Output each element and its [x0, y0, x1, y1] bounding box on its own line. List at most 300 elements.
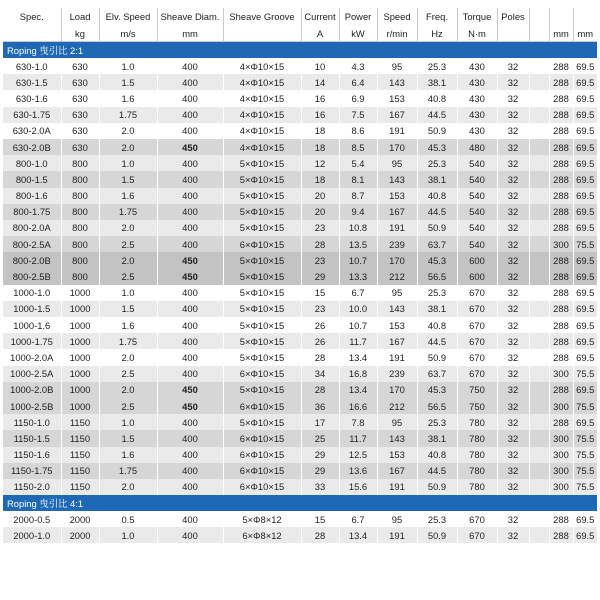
poles-cell: 32: [497, 479, 529, 495]
load-cell: 800: [61, 268, 99, 284]
spec-cell: 800-1.0: [3, 155, 61, 171]
elevator-speed-cell: 2.0: [99, 220, 157, 236]
current-cell: 28: [301, 236, 339, 252]
spec-cell: 1000-1.75: [3, 333, 61, 349]
spec-cell: 1150-2.0: [3, 479, 61, 495]
poles-cell: 32: [497, 252, 529, 268]
dimension-a-cell: 288: [549, 58, 573, 74]
current-cell: 20: [301, 188, 339, 204]
elevator-speed-cell: 2.5: [99, 366, 157, 382]
table-row: [3, 268, 597, 284]
current-cell: 34: [301, 366, 339, 382]
frequency-cell: 44.5: [417, 463, 457, 479]
spec-cell: 630-1.6: [3, 90, 61, 106]
elevator-speed-cell: 1.75: [99, 333, 157, 349]
column-unit: Hz: [417, 25, 457, 42]
sheave-groove-cell: 5×Φ10×15: [223, 317, 301, 333]
frequency-cell: 40.8: [417, 90, 457, 106]
torque-cell: 540: [457, 171, 497, 187]
table-row: [3, 349, 597, 365]
sheave-diameter-cell: 400: [157, 285, 223, 301]
dimension-b-cell: 75.5: [573, 430, 597, 446]
poles-cell: 32: [497, 123, 529, 139]
frequency-cell: 63.7: [417, 366, 457, 382]
frequency-cell: 45.3: [417, 139, 457, 155]
frequency-cell: 40.8: [417, 188, 457, 204]
power-cell: 8.1: [339, 171, 377, 187]
frequency-cell: 50.9: [417, 479, 457, 495]
sheave-diameter-cell: 400: [157, 527, 223, 543]
speed-cell: 143: [377, 171, 417, 187]
sheave-groove-cell: 6×Φ10×15: [223, 479, 301, 495]
dimension-b-cell: 69.5: [573, 511, 597, 527]
elevator-speed-cell: 2.0: [99, 382, 157, 398]
poles-cell: 32: [497, 382, 529, 398]
table-row: [3, 398, 597, 414]
poles-cell: 32: [497, 511, 529, 527]
torque-cell: 780: [457, 463, 497, 479]
dimension-a-cell: 288: [549, 188, 573, 204]
spec-cell: 1000-2.5B: [3, 398, 61, 414]
elevator-speed-cell: 0.5: [99, 511, 157, 527]
poles-cell: 32: [497, 171, 529, 187]
frequency-cell: 45.3: [417, 382, 457, 398]
column-unit: [3, 25, 61, 42]
column-header: Current: [301, 8, 339, 25]
dimension-a-cell: 288: [549, 204, 573, 220]
speed-cell: 95: [377, 58, 417, 74]
speed-cell: 153: [377, 90, 417, 106]
blank-cell: [529, 511, 549, 527]
blank-cell: [529, 236, 549, 252]
load-cell: 800: [61, 236, 99, 252]
current-cell: 33: [301, 479, 339, 495]
table-row: [3, 317, 597, 333]
sheave-diameter-cell: 450: [157, 268, 223, 284]
column-header: Torque: [457, 8, 497, 25]
speed-cell: 170: [377, 382, 417, 398]
frequency-cell: 56.5: [417, 398, 457, 414]
elevator-speed-cell: 2.0: [99, 123, 157, 139]
load-cell: 630: [61, 107, 99, 123]
sheave-diameter-cell: 400: [157, 463, 223, 479]
spec-cell: 1150-1.0: [3, 414, 61, 430]
power-cell: 8.5: [339, 139, 377, 155]
frequency-cell: 63.7: [417, 236, 457, 252]
torque-cell: 670: [457, 333, 497, 349]
column-unit: m/s: [99, 25, 157, 42]
speed-cell: 191: [377, 220, 417, 236]
table-row: [3, 252, 597, 268]
dimension-b-cell: 75.5: [573, 236, 597, 252]
load-cell: 630: [61, 90, 99, 106]
torque-cell: 670: [457, 317, 497, 333]
sheave-groove-cell: 4×Φ10×15: [223, 90, 301, 106]
blank-cell: [529, 366, 549, 382]
dimension-a-cell: 288: [549, 155, 573, 171]
spec-cell: 630-2.0B: [3, 139, 61, 155]
speed-cell: 153: [377, 447, 417, 463]
blank-cell: [529, 430, 549, 446]
frequency-cell: 50.9: [417, 123, 457, 139]
torque-cell: 670: [457, 301, 497, 317]
dimension-b-cell: 75.5: [573, 479, 597, 495]
dimension-a-cell: 300: [549, 463, 573, 479]
sheave-diameter-cell: 400: [157, 155, 223, 171]
spec-cell: 630-1.5: [3, 74, 61, 90]
poles-cell: 32: [497, 430, 529, 446]
blank-cell: [529, 220, 549, 236]
blank-cell: [529, 204, 549, 220]
sheave-groove-cell: 5×Φ10×15: [223, 252, 301, 268]
elevator-speed-cell: 1.0: [99, 285, 157, 301]
spec-cell: 630-1.0: [3, 58, 61, 74]
spec-cell: 1000-1.5: [3, 301, 61, 317]
power-cell: 13.6: [339, 463, 377, 479]
power-cell: 16.6: [339, 398, 377, 414]
current-cell: 26: [301, 317, 339, 333]
column-header: Freq.: [417, 8, 457, 25]
torque-cell: 670: [457, 511, 497, 527]
elevator-speed-cell: 1.6: [99, 317, 157, 333]
spec-cell: 1000-1.0: [3, 285, 61, 301]
blank-cell: [529, 268, 549, 284]
speed-cell: 239: [377, 366, 417, 382]
sheave-groove-cell: 6×Φ10×15: [223, 430, 301, 446]
torque-cell: 600: [457, 252, 497, 268]
poles-cell: 32: [497, 58, 529, 74]
dimension-b-cell: 69.5: [573, 220, 597, 236]
power-cell: 6.7: [339, 285, 377, 301]
torque-cell: 600: [457, 268, 497, 284]
load-cell: 630: [61, 123, 99, 139]
speed-cell: 167: [377, 107, 417, 123]
spec-cell: 1000-2.0B: [3, 382, 61, 398]
column-header: [573, 8, 597, 25]
table-body: [3, 42, 597, 544]
poles-cell: 32: [497, 414, 529, 430]
header-row-labels: [3, 8, 597, 25]
table-row: [3, 447, 597, 463]
dimension-b-cell: 75.5: [573, 398, 597, 414]
poles-cell: 32: [497, 527, 529, 543]
current-cell: 18: [301, 139, 339, 155]
load-cell: 630: [61, 58, 99, 74]
speed-cell: 153: [377, 317, 417, 333]
torque-cell: 780: [457, 414, 497, 430]
load-cell: 1150: [61, 463, 99, 479]
table-row: [3, 382, 597, 398]
sheave-groove-cell: 5×Φ10×15: [223, 333, 301, 349]
dimension-b-cell: 69.5: [573, 155, 597, 171]
table-row: [3, 285, 597, 301]
blank-cell: [529, 527, 549, 543]
elevator-speed-cell: 1.5: [99, 74, 157, 90]
speed-cell: 95: [377, 155, 417, 171]
table-row: [3, 107, 597, 123]
poles-cell: 32: [497, 317, 529, 333]
dimension-a-cell: 288: [549, 382, 573, 398]
table-row: [3, 511, 597, 527]
dimension-b-cell: 69.5: [573, 414, 597, 430]
current-cell: 18: [301, 123, 339, 139]
blank-cell: [529, 171, 549, 187]
power-cell: 10.8: [339, 220, 377, 236]
power-cell: 7.8: [339, 414, 377, 430]
power-cell: 8.6: [339, 123, 377, 139]
column-unit: [529, 25, 549, 42]
blank-cell: [529, 139, 549, 155]
dimension-a-cell: 288: [549, 301, 573, 317]
sheave-groove-cell: 5×Φ10×15: [223, 171, 301, 187]
torque-cell: 540: [457, 204, 497, 220]
column-header: Sheave Groove: [223, 8, 301, 25]
blank-cell: [529, 398, 549, 414]
spec-cell: 1150-1.5: [3, 430, 61, 446]
sheave-diameter-cell: 450: [157, 139, 223, 155]
current-cell: 29: [301, 447, 339, 463]
elevator-speed-cell: 2.0: [99, 252, 157, 268]
dimension-a-cell: 288: [549, 74, 573, 90]
spec-cell: 1150-1.6: [3, 447, 61, 463]
load-cell: 1000: [61, 285, 99, 301]
load-cell: 800: [61, 155, 99, 171]
power-cell: 13.3: [339, 268, 377, 284]
power-cell: 6.4: [339, 74, 377, 90]
sheave-groove-cell: 5×Φ10×15: [223, 268, 301, 284]
torque-cell: 670: [457, 285, 497, 301]
sheave-diameter-cell: 400: [157, 414, 223, 430]
blank-cell: [529, 155, 549, 171]
frequency-cell: 38.1: [417, 430, 457, 446]
poles-cell: 32: [497, 447, 529, 463]
torque-cell: 780: [457, 430, 497, 446]
power-cell: 4.3: [339, 58, 377, 74]
blank-cell: [529, 349, 549, 365]
spec-cell: 800-2.5A: [3, 236, 61, 252]
section-header-row: [3, 495, 597, 511]
table-row: [3, 90, 597, 106]
speed-cell: 167: [377, 204, 417, 220]
sheave-groove-cell: 5×Φ8×12: [223, 511, 301, 527]
column-unit: N·m: [457, 25, 497, 42]
sheave-groove-cell: 5×Φ10×15: [223, 155, 301, 171]
frequency-cell: 38.1: [417, 301, 457, 317]
spec-cell: 800-2.0B: [3, 252, 61, 268]
table-row: [3, 188, 597, 204]
frequency-cell: 25.3: [417, 58, 457, 74]
current-cell: 36: [301, 398, 339, 414]
sheave-diameter-cell: 400: [157, 220, 223, 236]
poles-cell: 32: [497, 236, 529, 252]
sheave-diameter-cell: 400: [157, 479, 223, 495]
load-cell: 800: [61, 220, 99, 236]
column-header: Elv. Speed: [99, 8, 157, 25]
speed-cell: 167: [377, 333, 417, 349]
dimension-b-cell: 69.5: [573, 317, 597, 333]
table-row: [3, 527, 597, 543]
sheave-diameter-cell: 450: [157, 382, 223, 398]
speed-cell: 212: [377, 268, 417, 284]
sheave-diameter-cell: 450: [157, 398, 223, 414]
frequency-cell: 40.8: [417, 317, 457, 333]
elevator-speed-cell: 2.5: [99, 268, 157, 284]
current-cell: 15: [301, 511, 339, 527]
poles-cell: 32: [497, 366, 529, 382]
sheave-diameter-cell: 400: [157, 430, 223, 446]
dimension-b-cell: 69.5: [573, 268, 597, 284]
frequency-cell: 44.5: [417, 107, 457, 123]
sheave-groove-cell: 5×Φ10×15: [223, 349, 301, 365]
elevator-speed-cell: 1.5: [99, 171, 157, 187]
column-unit: kg: [61, 25, 99, 42]
sheave-diameter-cell: 400: [157, 74, 223, 90]
column-header: Poles: [497, 8, 529, 25]
load-cell: 1150: [61, 447, 99, 463]
torque-cell: 540: [457, 236, 497, 252]
sheave-diameter-cell: 400: [157, 107, 223, 123]
dimension-a-cell: 288: [549, 317, 573, 333]
spec-cell: 800-2.5B: [3, 268, 61, 284]
frequency-cell: 25.3: [417, 155, 457, 171]
sheave-groove-cell: 4×Φ10×15: [223, 58, 301, 74]
power-cell: 11.7: [339, 430, 377, 446]
frequency-cell: 50.9: [417, 349, 457, 365]
column-header: Spec.: [3, 8, 61, 25]
spec-cell: 630-2.0A: [3, 123, 61, 139]
blank-cell: [529, 479, 549, 495]
torque-cell: 430: [457, 107, 497, 123]
sheave-groove-cell: 6×Φ8×12: [223, 527, 301, 543]
torque-cell: 750: [457, 398, 497, 414]
dimension-b-cell: 69.5: [573, 90, 597, 106]
column-header: Sheave Diam.: [157, 8, 223, 25]
poles-cell: 32: [497, 204, 529, 220]
current-cell: 18: [301, 171, 339, 187]
load-cell: 1000: [61, 349, 99, 365]
dimension-b-cell: 75.5: [573, 447, 597, 463]
elevator-speed-cell: 1.0: [99, 414, 157, 430]
dimension-a-cell: 288: [549, 139, 573, 155]
header-row-units: [3, 25, 597, 42]
table-row: [3, 479, 597, 495]
dimension-b-cell: 69.5: [573, 204, 597, 220]
load-cell: 1000: [61, 398, 99, 414]
load-cell: 2000: [61, 527, 99, 543]
column-unit: mm: [157, 25, 223, 42]
current-cell: 12: [301, 155, 339, 171]
spec-cell: 1000-2.0A: [3, 349, 61, 365]
table-row: [3, 155, 597, 171]
torque-cell: 670: [457, 527, 497, 543]
load-cell: 1000: [61, 382, 99, 398]
speed-cell: 170: [377, 139, 417, 155]
sheave-diameter-cell: 400: [157, 333, 223, 349]
speed-cell: 167: [377, 463, 417, 479]
elevator-speed-cell: 2.0: [99, 139, 157, 155]
sheave-diameter-cell: 400: [157, 58, 223, 74]
power-cell: 10.7: [339, 317, 377, 333]
sheave-groove-cell: 6×Φ10×15: [223, 398, 301, 414]
speed-cell: 95: [377, 414, 417, 430]
poles-cell: 32: [497, 139, 529, 155]
torque-cell: 780: [457, 447, 497, 463]
elevator-speed-cell: 1.6: [99, 90, 157, 106]
sheave-groove-cell: 6×Φ10×15: [223, 366, 301, 382]
poles-cell: 32: [497, 90, 529, 106]
frequency-cell: 44.5: [417, 333, 457, 349]
load-cell: 800: [61, 171, 99, 187]
blank-cell: [529, 333, 549, 349]
load-cell: 1150: [61, 430, 99, 446]
dimension-b-cell: 69.5: [573, 349, 597, 365]
column-header: [529, 8, 549, 25]
dimension-b-cell: 69.5: [573, 107, 597, 123]
sheave-diameter-cell: 400: [157, 204, 223, 220]
column-unit: mm: [549, 25, 573, 42]
section-title: Roping 曳引比 4:1: [3, 495, 597, 511]
torque-cell: 540: [457, 220, 497, 236]
spec-cell: 1150-1.75: [3, 463, 61, 479]
power-cell: 13.4: [339, 527, 377, 543]
frequency-cell: 25.3: [417, 511, 457, 527]
current-cell: 26: [301, 333, 339, 349]
elevator-speed-cell: 1.75: [99, 204, 157, 220]
elevator-speed-cell: 1.5: [99, 301, 157, 317]
torque-cell: 670: [457, 366, 497, 382]
poles-cell: 32: [497, 398, 529, 414]
current-cell: 17: [301, 414, 339, 430]
spec-cell: 2000-0.5: [3, 511, 61, 527]
table-row: [3, 123, 597, 139]
speed-cell: 191: [377, 349, 417, 365]
column-header: Load: [61, 8, 99, 25]
elevator-speed-cell: 1.0: [99, 155, 157, 171]
sheave-diameter-cell: 450: [157, 252, 223, 268]
spec-cell: 800-1.5: [3, 171, 61, 187]
blank-cell: [529, 90, 549, 106]
current-cell: 23: [301, 220, 339, 236]
torque-cell: 430: [457, 74, 497, 90]
elevator-speed-cell: 2.0: [99, 349, 157, 365]
sheave-diameter-cell: 400: [157, 349, 223, 365]
current-cell: 16: [301, 90, 339, 106]
frequency-cell: 40.8: [417, 447, 457, 463]
poles-cell: 32: [497, 268, 529, 284]
current-cell: 10: [301, 58, 339, 74]
load-cell: 2000: [61, 511, 99, 527]
power-cell: 6.9: [339, 90, 377, 106]
speed-cell: 239: [377, 236, 417, 252]
load-cell: 800: [61, 204, 99, 220]
power-cell: 9.4: [339, 204, 377, 220]
sheave-diameter-cell: 400: [157, 366, 223, 382]
dimension-b-cell: 69.5: [573, 252, 597, 268]
speed-cell: 212: [377, 398, 417, 414]
column-unit: [223, 25, 301, 42]
spec-cell: 1000-2.5A: [3, 366, 61, 382]
speed-cell: 143: [377, 430, 417, 446]
frequency-cell: 50.9: [417, 527, 457, 543]
power-cell: 10.7: [339, 252, 377, 268]
poles-cell: 32: [497, 107, 529, 123]
current-cell: 16: [301, 107, 339, 123]
dimension-a-cell: 288: [549, 220, 573, 236]
blank-cell: [529, 74, 549, 90]
sheave-groove-cell: 6×Φ10×15: [223, 236, 301, 252]
sheave-groove-cell: 4×Φ10×15: [223, 139, 301, 155]
current-cell: 23: [301, 301, 339, 317]
